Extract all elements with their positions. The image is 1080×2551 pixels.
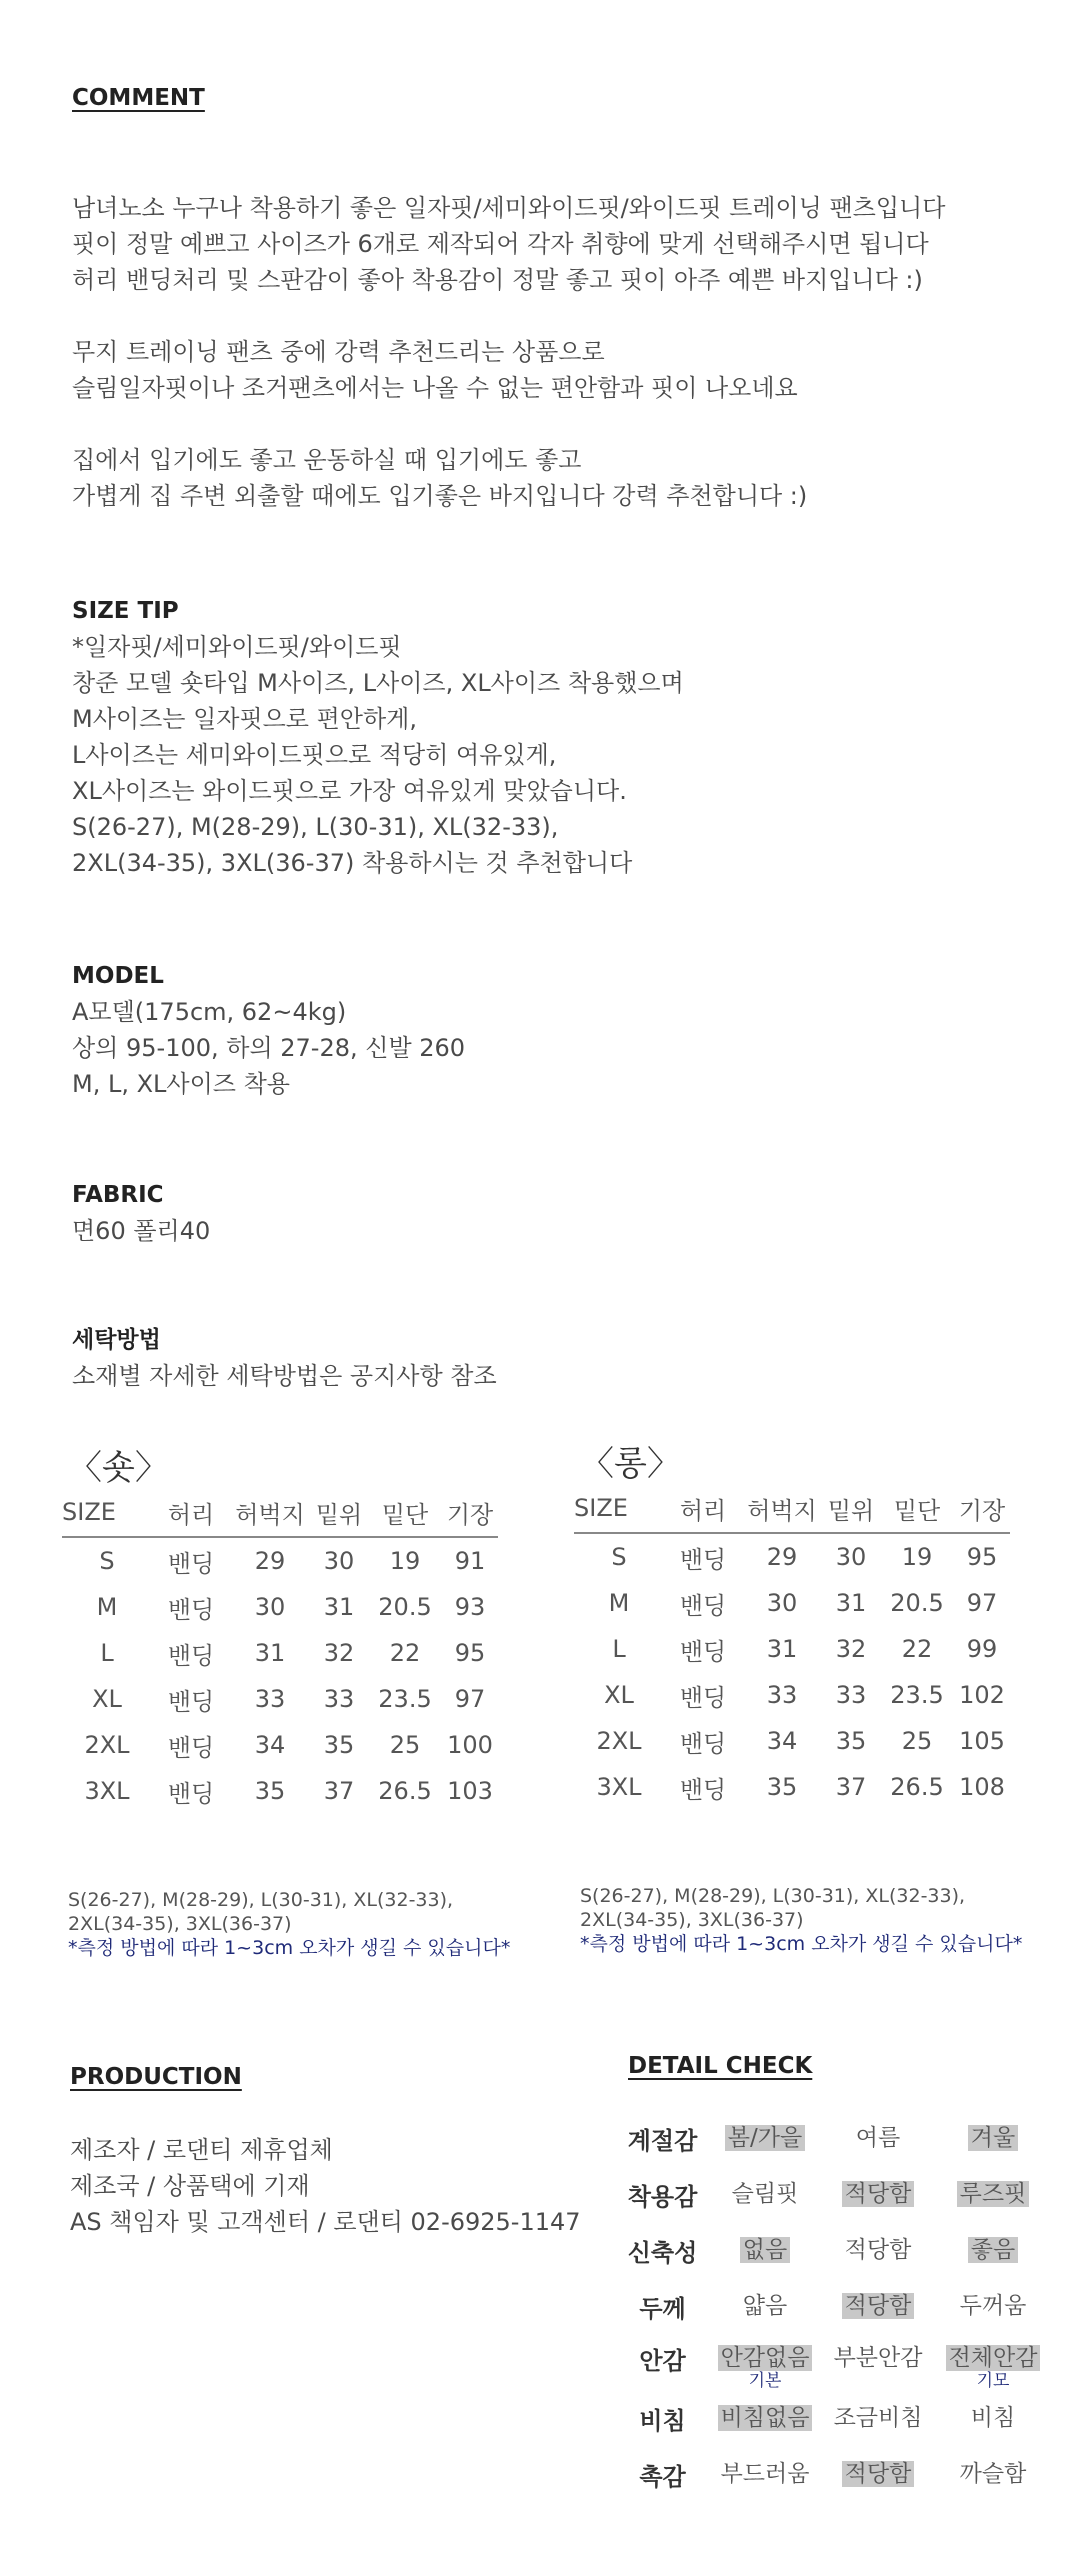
table-header [574, 1486, 1010, 1534]
table-cell: 105 [959, 1727, 1005, 1755]
size-range-note: S(26-27), M(28-29), L(30-31), XL(32-33), [68, 1889, 454, 1911]
model-line: 상의 95-100, 하의 27-28, 신발 260 [72, 1034, 466, 1062]
size-tip-line: L사이즈는 세미와이드핏으로 적당히 여유있게, [72, 741, 557, 769]
table-cell: 29 [766, 1543, 798, 1571]
header-cell: 기장 [446, 1500, 494, 1529]
detail-row [610, 2115, 1050, 2171]
header-cell: SIZE [574, 1494, 628, 1522]
header-cell: 기장 [958, 1496, 1006, 1525]
header-cell: 허벅지 [235, 1500, 305, 1529]
table-cell: S [99, 1547, 115, 1575]
table-cell: 97 [966, 1589, 998, 1617]
detail-label: 신축성 [627, 2239, 698, 2267]
detail-option-label: 두꺼움 [959, 2293, 1027, 2319]
model-line: M, L, XL사이즈 착용 [72, 1070, 290, 1098]
detail-option [938, 2339, 1048, 2390]
table-cell: 밴딩 [679, 1775, 727, 1804]
table-cell: 34 [766, 1727, 798, 1755]
table-cell: 밴딩 [679, 1545, 727, 1574]
production-line: AS 책임자 및 고객센터 / 로댄티 02-6925-1147 [70, 2208, 581, 2236]
detail-option-label: 부드러움 [720, 2461, 810, 2487]
header-cell: 밑위 [827, 1496, 875, 1525]
header-cell: 허벅지 [747, 1496, 817, 1525]
table-cell: 밴딩 [167, 1595, 215, 1624]
detail-option [710, 2287, 820, 2320]
table-cell: 91 [454, 1547, 486, 1575]
size-tip-section [72, 593, 684, 881]
detail-option-label: 안감없음 [718, 2345, 813, 2371]
table-cell: 20.5 [378, 1593, 432, 1621]
detail-option-label: 슬림핏 [731, 2181, 799, 2207]
short-size-table [62, 1490, 498, 1814]
header-cell: SIZE [62, 1498, 116, 1526]
size-tip-line: M사이즈는 일자핏으로 편안하게, [72, 705, 417, 733]
comment-line: 허리 밴딩처리 및 스판감이 좋아 착용감이 정말 좋고 핏이 아주 예쁜 바지입니다 :) [72, 266, 923, 294]
detail-option [823, 2231, 933, 2264]
table-cell: 33 [766, 1681, 798, 1709]
size-range-note: 2XL(34-35), 3XL(36-37) [68, 1913, 292, 1935]
detail-option [823, 2399, 933, 2432]
detail-option-label: 봄/가을 [725, 2125, 805, 2151]
table-cell: 35 [835, 1727, 867, 1755]
table-cell: 30 [254, 1593, 286, 1621]
table-cell: 26.5 [378, 1777, 432, 1805]
detail-option [938, 2455, 1048, 2488]
table-header [62, 1490, 498, 1538]
size-tip-title: SIZE TIP [72, 598, 179, 624]
table-cell: 26.5 [890, 1773, 944, 1801]
detail-option [710, 2399, 820, 2432]
header-cell: 허리 [679, 1496, 727, 1525]
model-line: A모델(175cm, 62~4kg) [72, 998, 347, 1026]
table-row [574, 1580, 1010, 1626]
table-row [574, 1718, 1010, 1764]
table-cell: L [612, 1635, 626, 1663]
table-cell: 34 [254, 1731, 286, 1759]
long-table-notes [580, 1884, 1060, 1956]
table-cell: 108 [959, 1773, 1005, 1801]
table-cell: 19 [901, 1543, 933, 1571]
short-table-title: 〈숏〉 [68, 1448, 169, 1488]
detail-label: 계절감 [627, 2127, 698, 2155]
table-cell: 밴딩 [167, 1549, 215, 1578]
detail-option [710, 2119, 820, 2152]
table-cell: 103 [447, 1777, 493, 1805]
table-cell: 102 [959, 1681, 1005, 1709]
detail-row [610, 2171, 1050, 2227]
detail-row [610, 2451, 1050, 2507]
washing-title: 세탁방법 [72, 1327, 161, 1353]
production-line: 제조국 / 상품택에 기재 [70, 2172, 310, 2200]
table-row [62, 1538, 498, 1584]
detail-label: 촉감 [639, 2463, 686, 2491]
detail-option-label: 적당함 [842, 2181, 915, 2207]
measurement-warning: *측정 방법에 따라 1~3cm 오차가 생길 수 있습니다* [68, 1937, 511, 1959]
table-cell: 23.5 [378, 1685, 432, 1713]
production-title: PRODUCTION [70, 2064, 242, 2090]
detail-row [610, 2227, 1050, 2283]
detail-option-label: 전체안감 [946, 2345, 1041, 2371]
table-row [62, 1584, 498, 1630]
table-cell: 33 [835, 1681, 867, 1709]
table-cell: 95 [454, 1639, 486, 1667]
detail-label: 안감 [639, 2347, 686, 2375]
detail-option [938, 2287, 1048, 2320]
table-cell: 30 [766, 1589, 798, 1617]
table-cell: 35 [254, 1777, 286, 1805]
table-row [62, 1676, 498, 1722]
table-cell: 밴딩 [167, 1779, 215, 1808]
detail-option [823, 2455, 933, 2488]
table-cell: 99 [966, 1635, 998, 1663]
detail-option [938, 2399, 1048, 2432]
detail-option [710, 2455, 820, 2488]
table-cell: 23.5 [890, 1681, 944, 1709]
table-cell: 31 [766, 1635, 798, 1663]
detail-option-note: 기본 [748, 2371, 782, 2391]
measurement-warning: *측정 방법에 따라 1~3cm 오차가 생길 수 있습니다* [580, 1933, 1023, 1955]
detail-option [823, 2119, 933, 2152]
production-line: 제조자 / 로댄티 제휴업체 [70, 2136, 333, 2164]
table-row [574, 1764, 1010, 1810]
table-cell: XL [604, 1681, 634, 1709]
table-cell: 31 [323, 1593, 355, 1621]
size-tip-line: XL사이즈는 와이드핏으로 가장 여유있게 맞았습니다. [72, 777, 627, 805]
size-tip-line: 창준 모델 숏타입 M사이즈, L사이즈, XL사이즈 착용했으며 [72, 669, 684, 697]
comment-line: 남녀노소 누구나 착용하기 좋은 일자핏/세미와이드핏/와이드핏 트레이닝 팬츠입니다 [72, 194, 946, 222]
detail-label: 비침 [639, 2407, 686, 2435]
detail-option-label: 비침없음 [718, 2405, 813, 2431]
table-cell: 밴딩 [679, 1683, 727, 1712]
detail-row [610, 2283, 1050, 2339]
size-range-note: 2XL(34-35), 3XL(36-37) [580, 1909, 804, 1931]
table-cell: 19 [389, 1547, 421, 1575]
detail-option-label: 조금비침 [833, 2405, 923, 2431]
table-cell: 밴딩 [679, 1637, 727, 1666]
table-cell: 29 [254, 1547, 286, 1575]
table-cell: 35 [323, 1731, 355, 1759]
table-cell: 밴딩 [167, 1733, 215, 1762]
table-cell: 25 [389, 1731, 421, 1759]
table-cell: 32 [835, 1635, 867, 1663]
header-cell: 밑단 [381, 1500, 429, 1529]
detail-option [938, 2119, 1048, 2152]
table-row [574, 1626, 1010, 1672]
table-cell: 32 [323, 1639, 355, 1667]
table-cell: 밴딩 [679, 1729, 727, 1758]
table-cell: M [608, 1589, 630, 1617]
table-cell: 30 [323, 1547, 355, 1575]
table-cell: 밴딩 [167, 1687, 215, 1716]
table-cell: L [100, 1639, 114, 1667]
short-table-notes [68, 1888, 528, 1960]
detail-option [938, 2175, 1048, 2208]
detail-option [710, 2339, 820, 2390]
table-cell: 31 [254, 1639, 286, 1667]
comment-line: 집에서 입기에도 좋고 운동하실 때 입기에도 좋고 [72, 446, 582, 474]
table-cell: 93 [454, 1593, 486, 1621]
table-cell: 30 [835, 1543, 867, 1571]
table-cell: XL [92, 1685, 122, 1713]
detail-option-label: 루즈핏 [957, 2181, 1030, 2207]
table-row [574, 1672, 1010, 1718]
detail-option [938, 2231, 1048, 2264]
detail-option-label: 까슬함 [959, 2461, 1027, 2487]
comment-body [72, 190, 945, 514]
table-cell: 31 [835, 1589, 867, 1617]
table-cell: 22 [389, 1639, 421, 1667]
detail-option-label: 없음 [740, 2237, 790, 2263]
long-table-title: 〈롱〉 [580, 1444, 681, 1484]
comment-line: 슬림일자핏이나 조거팬츠에서는 나올 수 없는 편안함과 핏이 나오네요 [72, 374, 798, 402]
detail-option-label: 적당함 [842, 2461, 915, 2487]
detail-option [823, 2339, 933, 2372]
table-cell: 33 [323, 1685, 355, 1713]
fabric-section [72, 1177, 210, 1249]
table-cell: 37 [323, 1777, 355, 1805]
detail-row [610, 2339, 1050, 2395]
detail-label: 착용감 [627, 2183, 698, 2211]
table-cell: 밴딩 [679, 1591, 727, 1620]
table-cell: 35 [766, 1773, 798, 1801]
detail-option [823, 2175, 933, 2208]
table-cell: 22 [901, 1635, 933, 1663]
table-cell: 2XL [596, 1727, 642, 1755]
comment-title: COMMENT [72, 85, 205, 111]
production-body [70, 2132, 581, 2240]
fabric-line: 면60 폴리40 [72, 1217, 211, 1245]
size-range-note: S(26-27), M(28-29), L(30-31), XL(32-33), [580, 1885, 966, 1907]
detail-row [610, 2395, 1050, 2451]
detail-option-label: 겨울 [968, 2125, 1018, 2151]
detail-option [710, 2231, 820, 2264]
size-tip-line: S(26-27), M(28-29), L(30-31), XL(32-33), [72, 813, 559, 841]
size-tip-line: 2XL(34-35), 3XL(36-37) 착용하시는 것 추천합니다 [72, 849, 633, 877]
table-cell: 25 [901, 1727, 933, 1755]
comment-line: 가볍게 집 주변 외출할 때에도 입기좋은 바지입니다 강력 추천합니다 :) [72, 482, 808, 510]
detail-option-label: 얇음 [742, 2293, 788, 2319]
comment-line: 무지 트레이닝 팬츠 중에 강력 추천드리는 상품으로 [72, 338, 605, 366]
table-cell: 33 [254, 1685, 286, 1713]
detail-option-label: 비침 [970, 2405, 1016, 2431]
table-row [62, 1630, 498, 1676]
table-cell: S [611, 1543, 627, 1571]
table-row [574, 1534, 1010, 1580]
table-cell: 3XL [596, 1773, 642, 1801]
table-cell: 95 [966, 1543, 998, 1571]
model-title: MODEL [72, 963, 164, 989]
table-cell: 97 [454, 1685, 486, 1713]
detail-option-note: 기모 [976, 2371, 1010, 2391]
table-cell: 100 [447, 1731, 493, 1759]
detail-option-label: 적당함 [842, 2293, 915, 2319]
comment-line: 핏이 정말 예쁘고 사이즈가 6개로 제작되어 각자 취향에 맞게 선택해주시면 됩니다 [72, 230, 929, 258]
detail-option-label: 부분안감 [833, 2345, 923, 2371]
detail-option [710, 2175, 820, 2208]
header-cell: 밑단 [893, 1496, 941, 1525]
header-cell: 허리 [167, 1500, 215, 1529]
detail-label: 두께 [639, 2295, 686, 2323]
detail-option-label: 여름 [855, 2125, 901, 2151]
table-cell: 3XL [84, 1777, 130, 1805]
washing-line: 소재별 자세한 세탁방법은 공지사항 참조 [72, 1362, 497, 1390]
table-cell: 밴딩 [167, 1641, 215, 1670]
table-cell: M [96, 1593, 118, 1621]
detail-check-title: DETAIL CHECK [628, 2053, 813, 2079]
table-cell: 20.5 [890, 1589, 944, 1617]
long-size-table [574, 1486, 1010, 1810]
washing-section [72, 1322, 497, 1394]
header-cell: 밑위 [315, 1500, 363, 1529]
fabric-title: FABRIC [72, 1182, 164, 1208]
table-cell: 37 [835, 1773, 867, 1801]
table-row [62, 1768, 498, 1814]
detail-option-label: 좋음 [968, 2237, 1018, 2263]
detail-option-label: 적당함 [844, 2237, 912, 2263]
model-section [72, 958, 465, 1102]
detail-option [823, 2287, 933, 2320]
table-cell: 2XL [84, 1731, 130, 1759]
table-row [62, 1722, 498, 1768]
size-tip-line: *일자핏/세미와이드핏/와이드핏 [72, 633, 402, 661]
